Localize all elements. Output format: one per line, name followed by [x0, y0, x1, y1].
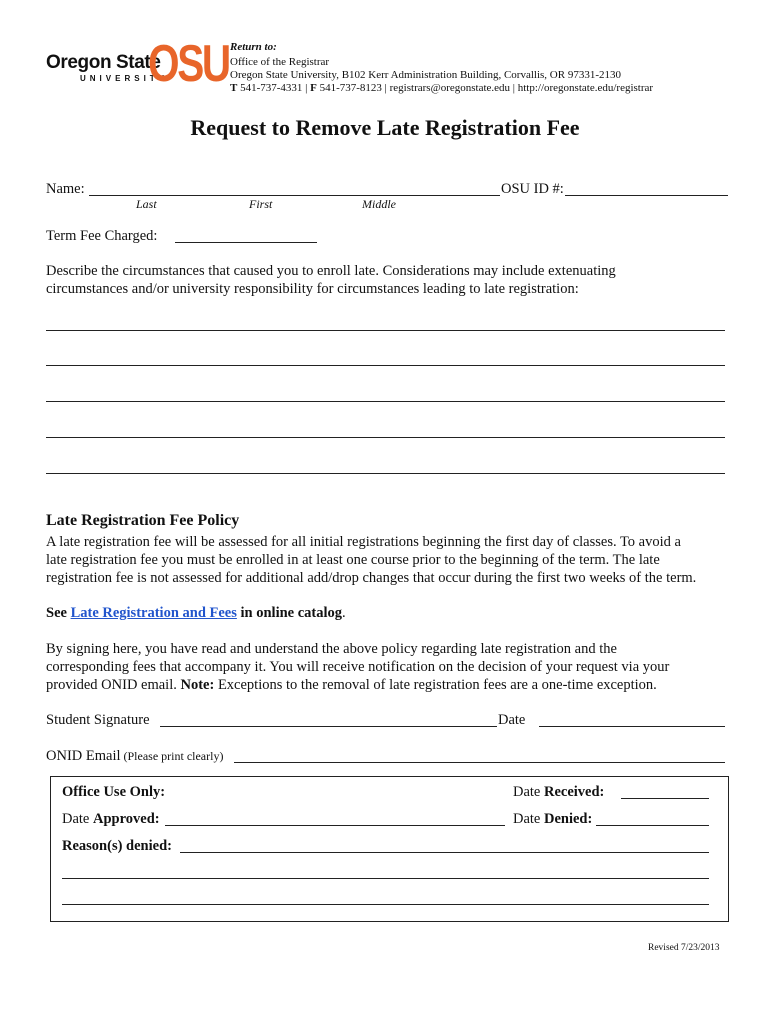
- see-suffix: in online catalog: [236, 605, 343, 621]
- signature-date-line[interactable]: [539, 726, 725, 727]
- date-denied-line[interactable]: [596, 825, 709, 826]
- circumstances-line-4[interactable]: [46, 437, 725, 438]
- late-registration-fees-link[interactable]: Late Registration and Fees: [70, 605, 237, 621]
- registrar-address: Oregon State University, B102 Kerr Administration Building, Corvallis, OR 97331-2130: [230, 69, 621, 81]
- circumstances-line-2[interactable]: [46, 365, 725, 366]
- see-catalog-text: [46, 605, 346, 622]
- date-approved-line[interactable]: [165, 825, 505, 826]
- reasons-denied-line-3[interactable]: [62, 904, 709, 905]
- policy-text-line-3: registration fee is not assessed for additional add/drop changes that occur during the first two weeks of the term.: [46, 570, 697, 586]
- student-signature-label: Student Signature: [46, 712, 150, 728]
- signature-date-label: Date: [498, 712, 526, 728]
- middle-name-caption: Middle: [362, 197, 396, 211]
- signing-line-3-start: provided ONID email.: [46, 677, 181, 693]
- signing-text-line-2: corresponding fees that accompany it. You will receive notification on the decision of your request via your: [46, 659, 670, 675]
- fax-email-url: 541-737-8123 | registrars@oregonstate.edu | http://oregonstate.edu/registrar: [316, 82, 654, 94]
- phone-label: T: [230, 82, 238, 94]
- date-approved-prefix: Date: [62, 811, 93, 827]
- reasons-denied-label: Reason(s) denied:: [62, 838, 172, 854]
- date-approved-label: [62, 811, 160, 828]
- phone-number: 541-737-4331 |: [237, 82, 311, 94]
- term-fee-label: Term Fee Charged:: [46, 228, 158, 244]
- name-input-line[interactable]: [89, 195, 500, 196]
- onid-hint: (Please print clearly): [120, 749, 224, 763]
- circumstances-line-1[interactable]: [46, 330, 725, 331]
- circumstances-line-3[interactable]: [46, 401, 725, 402]
- onid-email-label: [46, 748, 223, 765]
- date-received-bold: Received:: [544, 784, 605, 800]
- osu-id-label: OSU ID #:: [501, 181, 564, 197]
- date-denied-prefix: Date: [513, 811, 544, 827]
- reasons-denied-line-1[interactable]: [180, 852, 709, 853]
- signing-text-line-3: [46, 677, 657, 694]
- term-fee-input-line[interactable]: [175, 242, 317, 243]
- logo-oregon-state-text: Oregon State: [46, 52, 161, 73]
- date-received-prefix: Date: [513, 784, 544, 800]
- registrar-contact: [230, 82, 653, 94]
- date-received-label: [513, 784, 604, 801]
- onid-email-line[interactable]: [234, 762, 725, 763]
- fax-label: F: [310, 82, 317, 94]
- see-prefix: See: [46, 605, 71, 621]
- last-name-caption: Last: [136, 197, 157, 211]
- date-received-line[interactable]: [621, 798, 709, 799]
- registrar-office: Office of the Registrar: [230, 56, 330, 68]
- see-period: .: [342, 605, 346, 621]
- note-label: Note:: [180, 677, 215, 693]
- describe-text-line-1: Describe the circumstances that caused you to enroll late. Considerations may include extenuating: [46, 263, 616, 279]
- name-label: Name:: [46, 181, 85, 197]
- first-name-caption: First: [249, 197, 273, 211]
- revised-date: Revised 7/23/2013: [648, 943, 720, 953]
- policy-text-line-1: A late registration fee will be assessed for all initial registrations beginning the first day of classes. To avoid a: [46, 534, 681, 550]
- page-title: Request to Remove Late Registration Fee: [190, 115, 580, 140]
- signing-text-line-1: By signing here, you have read and understand the above policy regarding late registration and the: [46, 641, 617, 657]
- date-denied-bold: Denied:: [544, 811, 593, 827]
- circumstances-line-5[interactable]: [46, 473, 725, 474]
- return-to-label: Return to:: [230, 41, 277, 53]
- date-approved-bold: Approved:: [93, 811, 160, 827]
- describe-text-line-2: circumstances and/or university responsibility for circumstances leading to late registration:: [46, 281, 579, 297]
- signing-line-3-end: Exceptions to the removal of late registration fees are a one-time exception.: [214, 677, 657, 693]
- student-signature-line[interactable]: [160, 726, 497, 727]
- reasons-denied-line-2[interactable]: [62, 878, 709, 879]
- date-denied-label: [513, 811, 592, 828]
- osu-logo-mark: OSU: [148, 35, 229, 93]
- onid-label: ONID Email: [46, 748, 121, 764]
- logo-university-text: UNIVERSITY: [80, 74, 169, 83]
- policy-heading: Late Registration Fee Policy: [46, 512, 240, 529]
- office-use-heading: Office Use Only:: [62, 784, 166, 800]
- policy-text-line-2: late registration fee you must be enrolled in at least one course prior to the beginning of the term. The late: [46, 552, 660, 568]
- osu-id-input-line[interactable]: [565, 195, 728, 196]
